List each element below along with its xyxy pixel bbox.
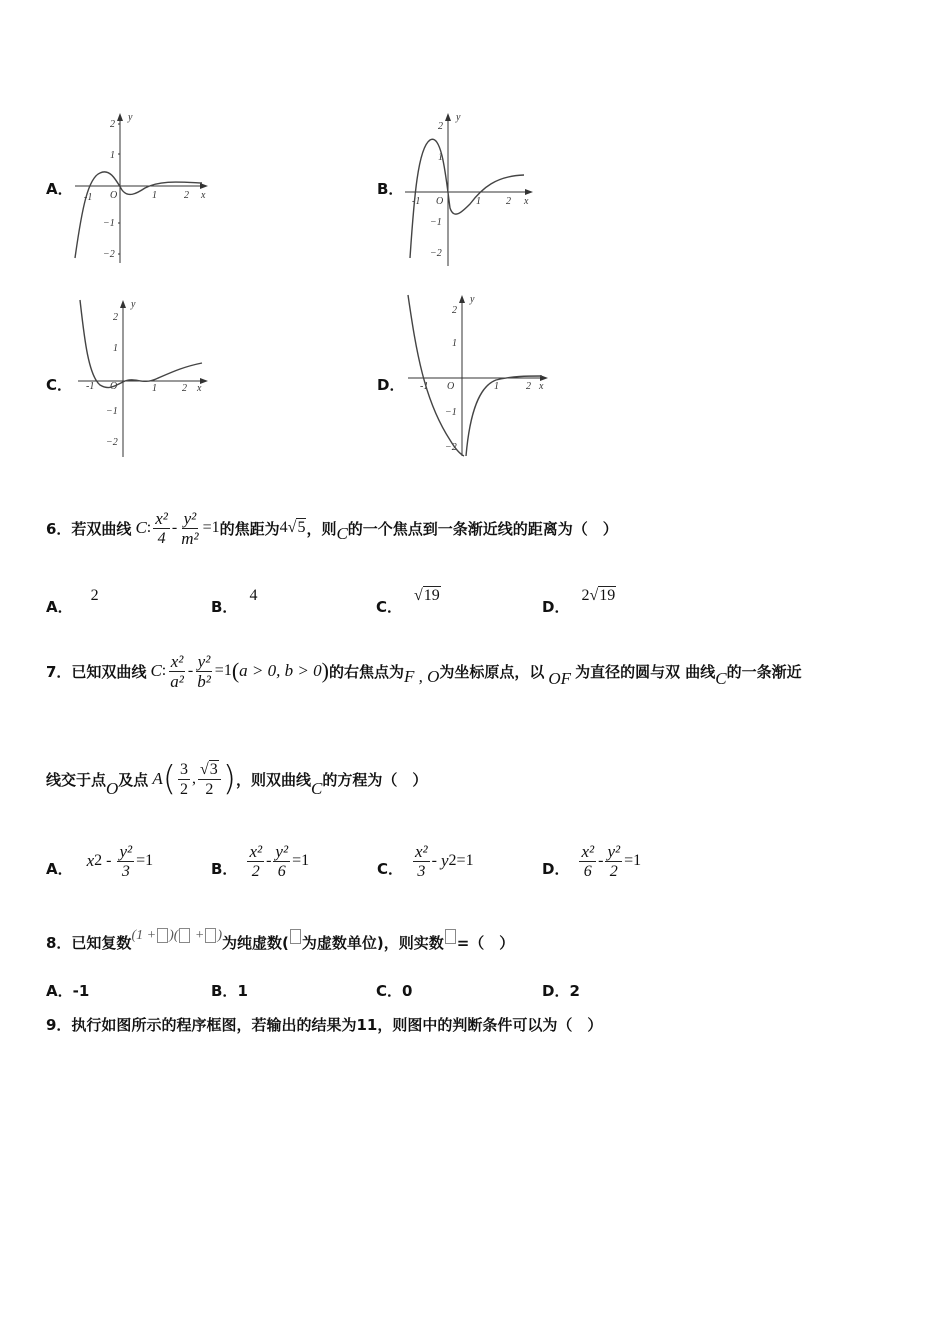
q6-option-b[interactable]: B． 4 (211, 586, 258, 616)
q7-stem-start: 7．已知双曲线 (46, 662, 147, 681)
question-8 (46, 928, 514, 956)
svg-text:-1: -1 (84, 192, 93, 203)
q7-text-origin: 为坐标原点，以 (439, 662, 545, 681)
svg-text:x: x (524, 196, 529, 207)
q7-frac-3-2: $\frac{3}{2}$ (179, 760, 188, 798)
svg-text:1: 1 (113, 343, 118, 354)
svg-text:−2: −2 (430, 248, 442, 259)
svg-text:−2: −2 (106, 437, 118, 448)
svg-text:2: 2 (184, 190, 189, 201)
svg-text:1: 1 (438, 152, 443, 163)
svg-text:−1: −1 (103, 218, 115, 229)
q6-coef: 4 (279, 519, 288, 536)
q8-text-real: 为虚数单位)，则实数 (301, 933, 444, 952)
question-9: 9．执行如图所示的程序框图，若输出的结果为11，则图中的判断条件可以为（ ） (46, 1016, 603, 1034)
q6-equals: =1 (202, 519, 220, 536)
q8-placeholder-i (290, 929, 301, 944)
q8-stem-start: 8．已知复数 (46, 933, 132, 952)
q6-radical: √5 (287, 519, 306, 536)
q6-option-c[interactable]: C． √19 (376, 586, 440, 616)
q6-text-then: ，则 (306, 519, 337, 538)
svg-text:−1: −1 (445, 407, 457, 418)
q8-option-a[interactable]: A．-1 (46, 982, 90, 1000)
option-a-label: A． (46, 180, 73, 198)
q6-curve-name-2: C (336, 524, 348, 543)
q7-point-o: O (106, 779, 119, 798)
q7-curve-name: C (150, 661, 162, 680)
q7-points-fo: F , O (403, 667, 440, 686)
svg-text:−2: −2 (103, 249, 115, 260)
q6-text-question: 的一个焦点到一条渐近线的距离为（ ） (347, 519, 618, 538)
svg-text:−1: −1 (430, 217, 442, 228)
svg-text:y: y (128, 112, 133, 123)
svg-text:-1: -1 (86, 381, 95, 392)
q6-option-a[interactable]: A． 2 (46, 586, 99, 616)
graph-c (70, 295, 220, 464)
svg-text:1: 1 (152, 190, 157, 201)
q7-text-right-focus: 的右焦点为 (328, 662, 404, 681)
svg-text:O: O (110, 381, 118, 392)
q7-segment-of: OF (548, 669, 572, 688)
graph-b (400, 108, 550, 272)
svg-text:2: 2 (452, 305, 457, 316)
q8-text-pure-imaginary: 为纯虚数( (222, 933, 289, 952)
q6-text-focal: 的焦距为 (219, 519, 280, 538)
q6-option-d[interactable]: D． 2 √19 (542, 586, 616, 616)
q7-frac-root3-2: $\frac{√3}{2}$ (198, 760, 221, 799)
option-c-label: C． (46, 376, 73, 394)
graph-d (400, 290, 555, 464)
option-b-label: B． (377, 180, 404, 198)
svg-text:1: 1 (110, 150, 115, 161)
q6-colon: : (146, 519, 152, 536)
q6-frac-x: $\frac{\text{x²}}{4}$ (155, 508, 168, 547)
svg-text:x: x (539, 381, 544, 392)
q8-text-end: =（ ） (456, 933, 515, 952)
q8-placeholder-a (445, 929, 456, 944)
q8-option-d[interactable]: D．2 (542, 982, 580, 1000)
svg-text:y: y (456, 112, 461, 123)
svg-text:1: 1 (152, 383, 157, 394)
svg-text:x: x (201, 190, 206, 201)
q6-stem-start: 6．若双曲线 (46, 519, 132, 538)
q7-frac-y: $\frac{\text{y²}}{\text{b²}}$ (197, 651, 211, 691)
q7-curve-name-2: C (715, 669, 727, 688)
svg-text:1: 1 (452, 338, 457, 349)
svg-text:-1: -1 (420, 381, 429, 392)
q7-text-hyperbola: ，则双曲线 (236, 770, 312, 789)
q8-expression: (1 + )( + ) (131, 928, 223, 943)
q7-option-b[interactable]: B． $\frac{\text{x²}}{2}$ - $\frac{\text{y²}}{6}$ =1 (211, 841, 310, 880)
question-6 (46, 500, 618, 556)
q7-option-c[interactable]: C． $\frac{\text{x²}}{3}$ - y 2 =1 (377, 841, 474, 880)
svg-text:1: 1 (476, 196, 481, 207)
svg-text:-1: -1 (412, 196, 421, 207)
q7-option-d[interactable]: D． $\frac{\text{x²}}{6}$ - $\frac{\text{y²}}{2}$ =1 (542, 841, 642, 880)
q7-frac-x: $\frac{\text{x²}}{\text{a²}}$ (170, 651, 184, 691)
graph-a (70, 108, 220, 272)
svg-text:y: y (131, 299, 136, 310)
svg-text:−1: −1 (106, 406, 118, 417)
q7-option-a[interactable]: A． x 2 - $\frac{\text{y²}}{3}$ =1 (46, 841, 154, 880)
q6-options (46, 580, 746, 616)
svg-text:1: 1 (494, 381, 499, 392)
svg-text:−2: −2 (445, 442, 457, 453)
q7-equals: =1 (214, 662, 232, 679)
svg-text:2: 2 (506, 196, 511, 207)
q6-minus: - (171, 519, 178, 536)
q7-curve-name-3: C (311, 779, 323, 798)
q7-minus: - (187, 662, 194, 679)
q6-curve-name: C (135, 518, 147, 537)
q7-text-equation: 的方程为（ ） (322, 770, 428, 789)
option-d-label: D． (377, 376, 405, 394)
svg-text:2: 2 (526, 381, 531, 392)
svg-text:O: O (436, 196, 444, 207)
q7-text-circle: 为直径的圆与双 曲线 (575, 662, 716, 681)
q7-point-a: A (152, 769, 163, 788)
q7-text-intersect: 线交于点 (46, 770, 107, 789)
question-7-line-1: 7．已知双曲线 C : $\frac{\text{x²}}{\text{a²}}$ - $\frac{\text{y²}}{\text{b²}}$ =1 ( a > 0, b > 0 ) 的右焦点为 F , O 为坐标原点，以 OF 为直径的圆与双 曲线 C 的一条渐近 (46, 651, 802, 691)
q7-condition: a > 0, b > 0 (239, 661, 322, 680)
svg-text:2: 2 (438, 121, 443, 132)
svg-text:O: O (447, 381, 455, 392)
svg-text:2: 2 (182, 383, 187, 394)
q8-option-c[interactable]: C．0 (376, 982, 413, 1000)
question-7-line-2: 线交于点 O 及点 A ( $\frac{3}{2}$ , $\frac{√3}{2}$ ) ，则双曲线 C 的方程为（ ） (46, 759, 428, 799)
q6-frac-y: $\frac{\text{y²}}{\text{m²}}$ (181, 508, 199, 548)
q8-options (46, 980, 746, 1002)
q8-option-b[interactable]: B．1 (211, 982, 248, 1000)
svg-text:y: y (470, 294, 475, 305)
q7-text-and-point: 及点 (118, 770, 149, 789)
svg-text:x: x (197, 383, 202, 394)
svg-text:O: O (110, 190, 118, 201)
q7-text-asymptote: 的一条渐近 (726, 662, 802, 681)
svg-text:2: 2 (110, 119, 115, 130)
svg-text:2: 2 (113, 312, 118, 323)
q7-colon: : (161, 662, 167, 679)
